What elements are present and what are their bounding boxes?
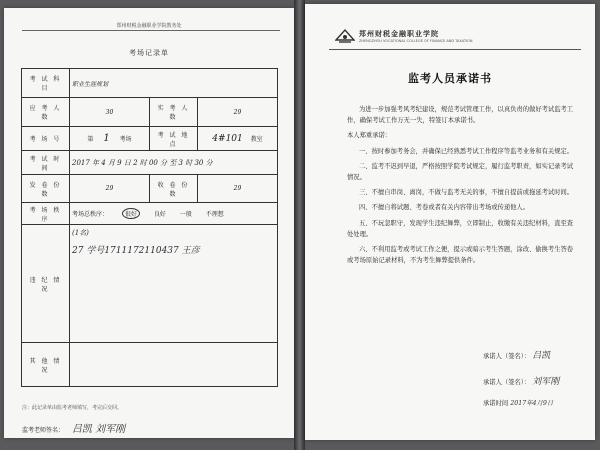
subject-value: 职业生涯规划: [70, 69, 278, 98]
header-divider: [329, 49, 581, 50]
pledger-label: 承诺人（签名）：: [483, 353, 531, 360]
issued-papers-value: 29: [70, 175, 150, 203]
location-label: 考 试 地 点: [150, 127, 198, 151]
order-option-selected: 很好: [122, 208, 140, 219]
exam-record-sheet: [4, 8, 294, 438]
order-prefix: 考场总秩序：: [72, 211, 109, 218]
sheet-header: 郑州财税金融职业学院教务处: [116, 23, 182, 29]
pledge-date: 2017年4月9日: [510, 400, 554, 407]
room-number-label: 考 场 号: [22, 127, 70, 151]
pledge-date-label: 承诺时间: [483, 400, 509, 407]
collected-papers-label: 收 卷 份 数: [150, 175, 198, 203]
order-option: 不理想: [205, 211, 224, 218]
pledge-paragraph: 本人郑重承诺：: [347, 132, 392, 140]
other-value: [70, 343, 278, 387]
book-gutter: [294, 0, 305, 450]
actual-count-value: 29: [198, 98, 278, 127]
violation-label: 违 纪 情 况: [22, 225, 70, 343]
exam-time-value: 2017 年 4 月 9 日 2 时 00 分 至 3 时 30 分: [70, 151, 278, 175]
violation-cell: [70, 225, 278, 343]
pledge-paragraph: 六、不利用监考或考试工作之便，提示或暗示考生答题，涂改、偷换考生答卷或考场原始记录材料，不为考生舞弊提供条件。: [347, 246, 574, 265]
other-label: 其 他 情 况: [22, 343, 70, 387]
violation-note: (1名): [72, 229, 89, 237]
issued-papers-label: 发 卷 份 数: [22, 175, 70, 203]
sheet-note: 注：此记录单由监考老师填写，考完后交回。: [22, 405, 123, 411]
invigilator-signature: 吕凯 刘军刚: [71, 424, 126, 435]
order-option: 一般: [179, 211, 192, 218]
pledge-paragraph: 二、监考不迟到早退，严格按照学院考试规定，履行监考职责，如实记录考试情况。: [347, 162, 574, 182]
invigilator-signature-label: 监考老师签名：: [22, 427, 65, 434]
room-number-prefix: 第: [87, 136, 94, 143]
invigilator-signature-row: [22, 420, 125, 435]
pledger-label: 承诺人（签名）：: [483, 379, 531, 386]
logo-chinese: 郑州财税金融职业学院: [359, 30, 439, 38]
actual-count-label: 实 考 人 数: [150, 98, 198, 127]
pledge-title: 监考人员承诺书: [408, 72, 492, 85]
pledge-body: [347, 104, 577, 270]
invigilator-pledge-page: [305, 4, 595, 440]
pledge-paragraph: 三、不擅自串岗、离岗，不做与监考无关的事，不擅自提前或拖延考试时间。: [359, 189, 574, 197]
record-table: [21, 68, 278, 387]
order-label: 考 场 秩 序: [22, 203, 70, 225]
location-cell: [198, 127, 278, 151]
pledge-paragraph: 四、不擅自将试题、考卷或者有关内容带出考场或传递他人。: [359, 204, 530, 212]
location-suffix: 教室: [250, 135, 263, 143]
header-divider: [22, 30, 280, 31]
room-number-suffix: 考场: [119, 136, 132, 143]
logo-english: ZHENGZHOU VOCATIONAL COLLEGE OF FINANCE AND TAXATION: [359, 39, 473, 43]
location-value: 4#101: [212, 133, 243, 144]
college-logo: [335, 26, 473, 48]
sheet-title: 考场记录单: [129, 49, 169, 57]
pledge-paragraph: 五、不玩忽职守，发现学生违纪舞弊，立即制止，收缴有关违纪材料，直至查处处理。: [347, 219, 574, 238]
pledge-paragraph: 为进一步加强考风考纪建设，规范考试管理工作，以真负责的做好考试监考工作，确保考试工作万无一失，特签订本承诺书。: [347, 106, 574, 125]
pledger-signature-row-2: [483, 374, 559, 387]
pledger-signature: 刘军刚: [532, 377, 560, 387]
pledger-signature: 吕凯: [532, 351, 551, 361]
order-options: [70, 203, 278, 225]
pledge-paragraph: 一、按时参加考务会，并确保已经熟悉考试工作程序等监考业务和有关规定。: [359, 147, 574, 155]
order-option: 良好: [153, 211, 166, 218]
room-number-value: 1: [103, 133, 110, 144]
pledger-signature-row-1: [483, 348, 550, 361]
expected-count-value: 30: [70, 98, 150, 127]
subject-label: 考 试 科 目: [22, 69, 70, 98]
expected-count-label: 应 考 人 数: [22, 98, 70, 127]
collected-papers-value: 29: [198, 175, 278, 203]
college-emblem-icon: [335, 28, 355, 44]
room-number-cell: [70, 127, 150, 151]
violation-entry: 27 学号1711172110437 王彦: [72, 246, 200, 256]
exam-time-label: 考 试 时 间: [22, 151, 70, 175]
pledge-date-row: [483, 398, 553, 407]
